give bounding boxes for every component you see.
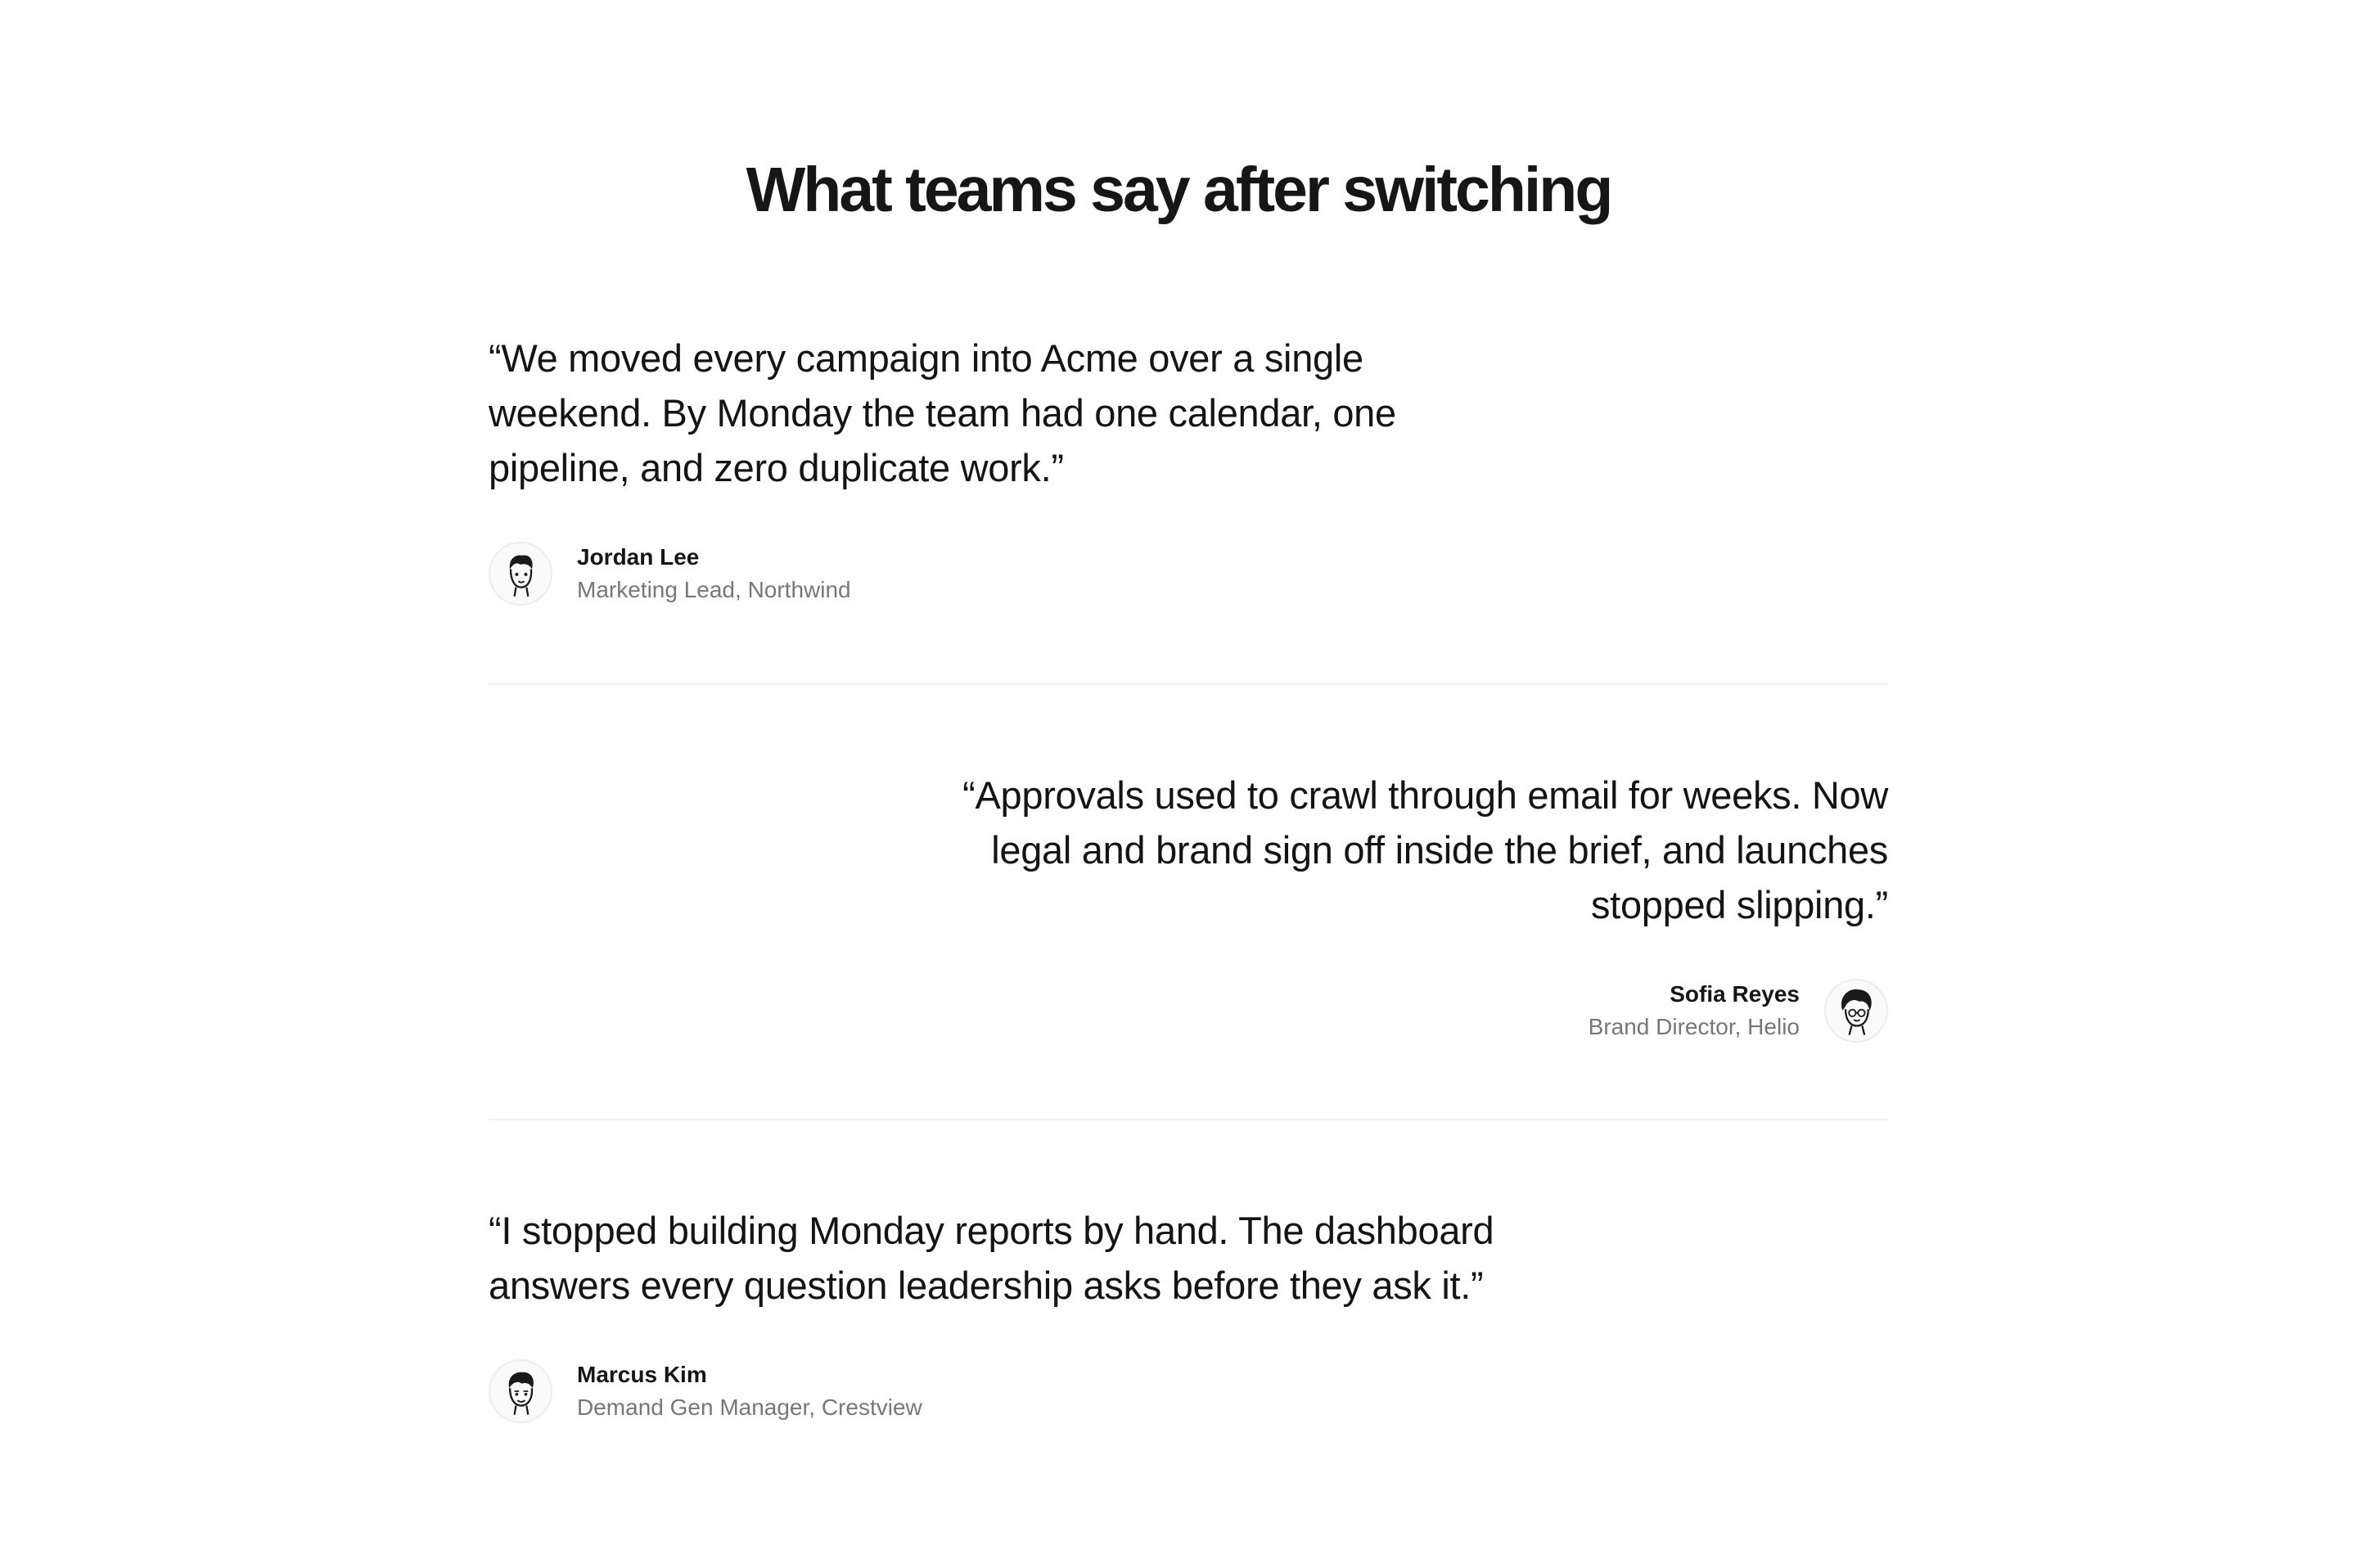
- divider: [489, 683, 1888, 685]
- testimonial-quote: “Approvals used to crawl through email for weeks. Now legal and brand sign off inside the brief, and launches stopped slipping.”: [962, 773, 1888, 926]
- testimonial-author: [489, 541, 1888, 606]
- author-role: Marketing Lead, Northwind: [577, 577, 851, 602]
- author-name: Sofia Reyes: [1670, 981, 1800, 1007]
- testimonial-card-marcus: [489, 1203, 1888, 1424]
- author-role: Brand Director, Helio: [1588, 1014, 1800, 1039]
- testimonial-quote: “I stopped building Monday reports by hand. The dashboard answers every question leadership asks before they ask it.”: [489, 1209, 1494, 1307]
- testimonial-author: [489, 1358, 1888, 1424]
- author-name: Marcus Kim: [577, 1362, 707, 1387]
- testimonial-card-sofia: [489, 768, 1888, 1043]
- author-name: Jordan Lee: [577, 544, 700, 570]
- avatar-illustration-icon: [490, 1361, 551, 1422]
- testimonial-quote: “We moved every campaign into Acme over a single weekend. By Monday the team had one calendar, one pipeline, and zero duplicate work.”: [489, 336, 1396, 489]
- avatar: [489, 1359, 552, 1423]
- testimonial-card-jordan: [489, 331, 1888, 606]
- avatar-illustration-icon: [1826, 980, 1886, 1041]
- avatar: [489, 542, 552, 606]
- author-meta: [577, 541, 851, 606]
- divider: [489, 1119, 1888, 1120]
- section-title: What teams say after switching: [746, 155, 1611, 225]
- avatar-illustration-icon: [490, 543, 551, 604]
- avatar: [1824, 979, 1888, 1043]
- author-role: Demand Gen Manager, Crestview: [577, 1395, 922, 1420]
- author-meta: [1589, 978, 1800, 1043]
- author-meta: [577, 1358, 922, 1424]
- testimonial-author: [489, 978, 1888, 1043]
